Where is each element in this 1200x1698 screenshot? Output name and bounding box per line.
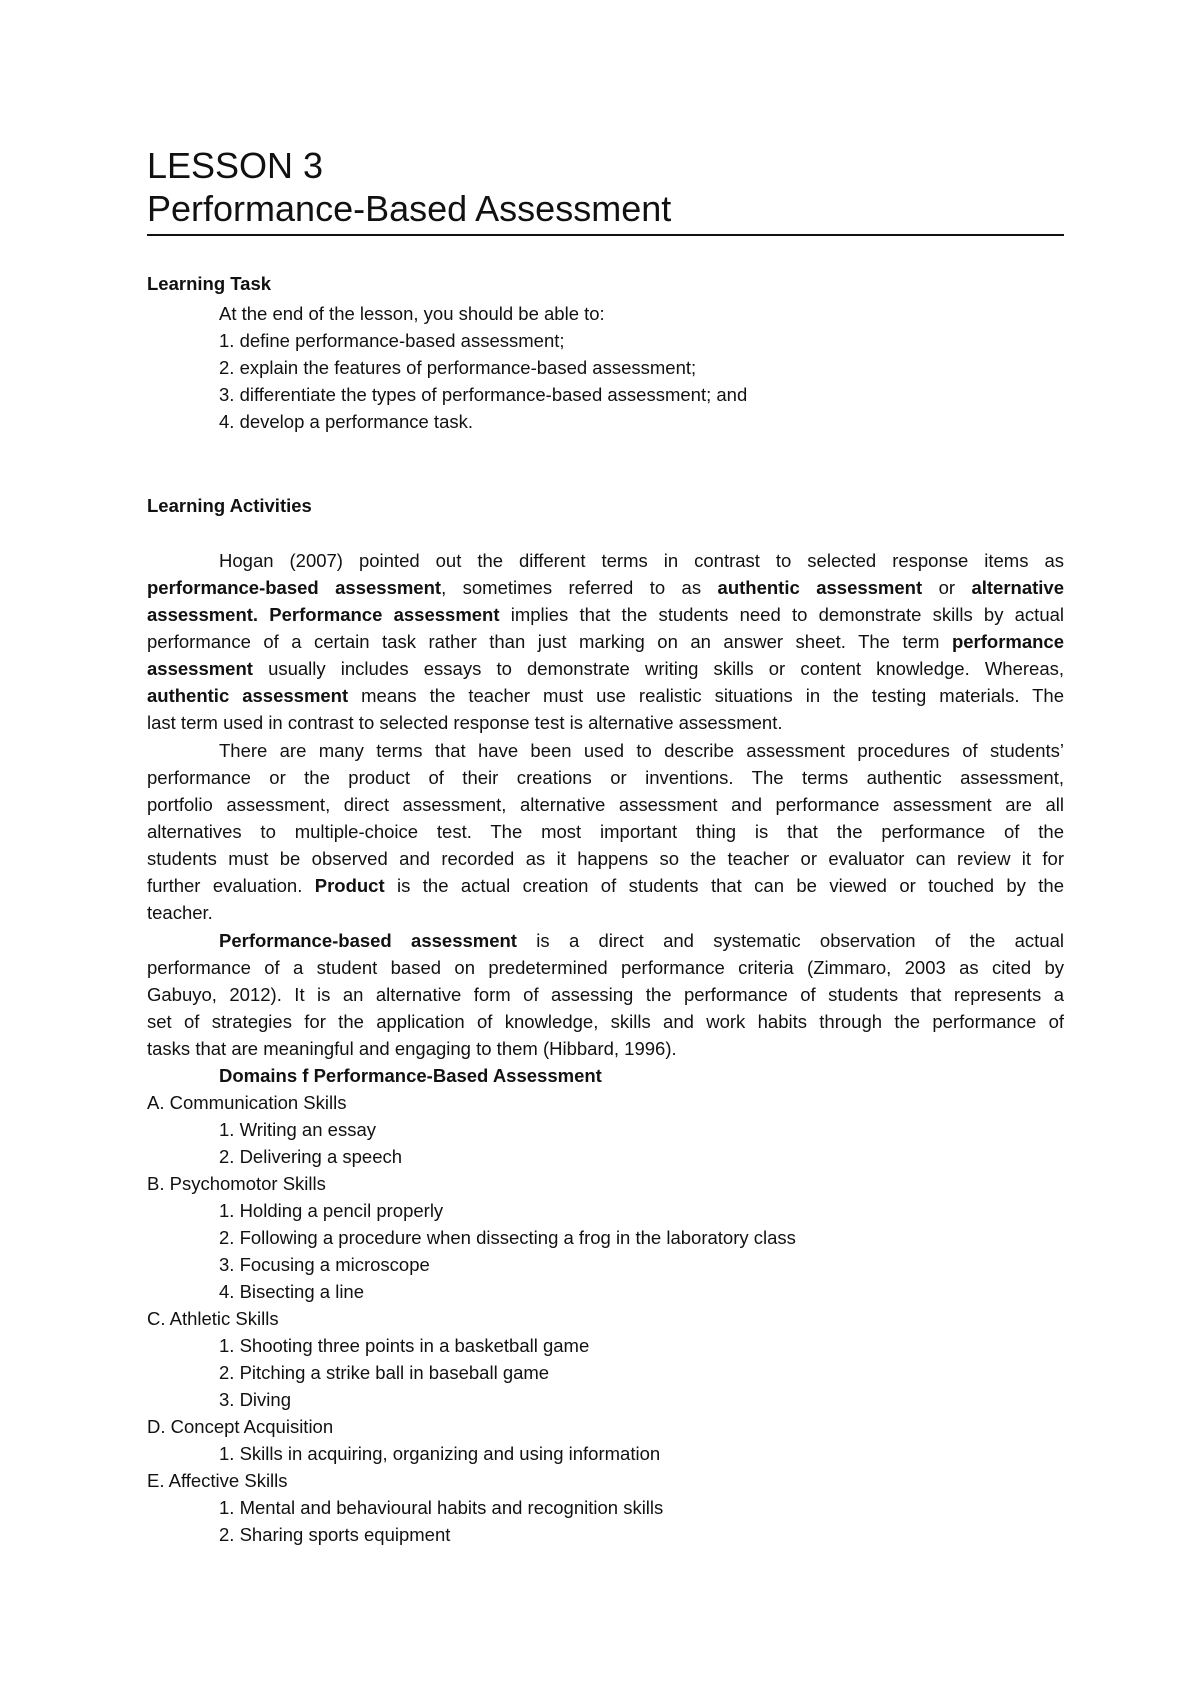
- paragraph-line: performance of a student based on predetermined performance criteria (Zimmaro, 2003 as cited by: [147, 957, 1064, 978]
- bold-term: authentic assessment: [147, 685, 349, 706]
- bold-term: performance-based assessment: [147, 577, 442, 598]
- paragraph-line: portfolio assessment, direct assessment, alternative assessment and performance assessment are all: [147, 794, 1064, 815]
- bold-term: assessment.: [147, 604, 259, 625]
- domain-item: 4. Bisecting a line: [219, 1281, 365, 1302]
- domain-label: D. Concept Acquisition: [147, 1416, 334, 1437]
- paragraph-line: performance-based assessment, sometimes referred to as authentic assessment or alternative: [147, 577, 1065, 598]
- domain-item: 3. Diving: [219, 1389, 291, 1410]
- bold-term: alternative: [971, 577, 1065, 598]
- paragraph-line: students must be observed and recorded as it happens so the teacher or evaluator can review it for: [147, 848, 1064, 869]
- bold-term: Product: [314, 875, 385, 896]
- paragraph-line: alternatives to multiple-choice test. The most important thing is that the performance of the: [147, 821, 1064, 842]
- lesson-number: LESSON 3: [147, 145, 324, 186]
- paragraph-line: performance of a certain task rather than just marking on an answer sheet. The term performance: [147, 631, 1065, 652]
- paragraph-line: set of strategies for the application of knowledge, skills and work habits through the performance of: [147, 1011, 1064, 1032]
- learning-task-heading: Learning Task: [147, 273, 272, 294]
- bold-term: performance: [951, 631, 1065, 652]
- lesson-title: Performance-Based Assessment: [147, 188, 672, 229]
- paragraph-line: authentic assessment means the teacher must use realistic situations in the testing materials. The: [147, 685, 1065, 706]
- learning-activities-heading: Learning Activities: [147, 495, 312, 516]
- bold-term: Performance assessment: [269, 604, 500, 625]
- domain-label: A. Communication Skills: [147, 1092, 347, 1113]
- learning-task-intro: At the end of the lesson, you should be able to:: [219, 303, 605, 324]
- bold-term: authentic assessment: [717, 577, 923, 598]
- domain-item: 1. Skills in acquiring, organizing and using information: [219, 1443, 661, 1464]
- domain-item: 1. Writing an essay: [219, 1119, 376, 1140]
- bold-term: Performance-based assessment: [219, 930, 517, 951]
- domain-item: 2. Following a procedure when dissecting a frog in the laboratory class: [219, 1227, 796, 1248]
- paragraph-line: further evaluation. Product is the actual creation of students that can be viewed or touched by the: [147, 875, 1065, 896]
- bold-term: assessment: [147, 658, 253, 679]
- paragraph-line: Performance-based assessment is a direct and systematic observation of the actual: [219, 930, 1064, 951]
- paragraph-line: performance or the product of their creations or inventions. The terms authentic assessment,: [147, 767, 1064, 788]
- objective-item: 2. explain the features of performance-based assessment;: [219, 357, 697, 378]
- paragraph-line: Gabuyo, 2012). It is an alternative form of assessing the performance of students that represents a: [147, 984, 1064, 1005]
- paragraph-line: assessment usually includes essays to demonstrate writing skills or content knowledge. Whereas,: [147, 658, 1064, 679]
- objective-item: 1. define performance-based assessment;: [219, 330, 565, 351]
- paragraph-line: teacher.: [147, 902, 213, 923]
- domain-item: 1. Mental and behavioural habits and recognition skills: [219, 1497, 664, 1518]
- objective-item: 4. develop a performance task.: [219, 411, 474, 432]
- domain-item: 2. Sharing sports equipment: [219, 1524, 451, 1545]
- domain-label: C. Athletic Skills: [147, 1308, 279, 1329]
- paragraph-line: last term used in contrast to selected response test is alternative assessment.: [147, 712, 783, 733]
- domain-item: 1. Shooting three points in a basketball game: [219, 1335, 590, 1356]
- paragraph-line: Hogan (2007) pointed out the different terms in contrast to selected response items as: [219, 550, 1064, 571]
- paragraph-line: There are many terms that have been used to describe assessment procedures of students’: [219, 740, 1064, 761]
- domains-heading: Domains f Performance-Based Assessment: [219, 1065, 602, 1086]
- paragraph-line: tasks that are meaningful and engaging to them (Hibbard, 1996).: [147, 1038, 677, 1059]
- domain-label: B. Psychomotor Skills: [147, 1173, 326, 1194]
- domain-item: 3. Focusing a microscope: [219, 1254, 430, 1275]
- domain-label: E. Affective Skills: [147, 1470, 288, 1491]
- domain-item: 2. Pitching a strike ball in baseball game: [219, 1362, 550, 1383]
- domain-item: 2. Delivering a speech: [219, 1146, 403, 1167]
- objective-item: 3. differentiate the types of performance-based assessment; and: [219, 384, 748, 405]
- paragraph-line: assessment. Performance assessment implies that the students need to demonstrate skills by actual: [147, 604, 1065, 625]
- title-divider: [147, 234, 1064, 236]
- domain-item: 1. Holding a pencil properly: [219, 1200, 444, 1221]
